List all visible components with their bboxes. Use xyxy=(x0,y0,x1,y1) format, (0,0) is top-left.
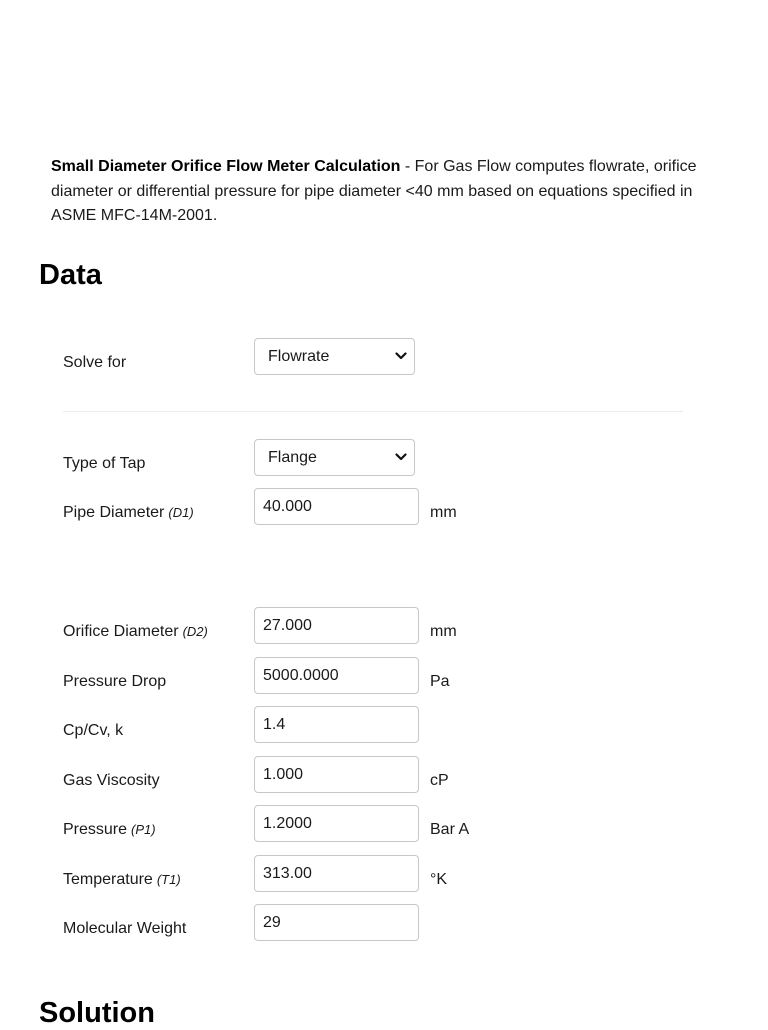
temperature-input[interactable]: 313.00 xyxy=(254,855,419,892)
pipe-diameter-input[interactable]: 40.000 xyxy=(254,488,419,525)
pressure-input[interactable]: 1.2000 xyxy=(254,805,419,842)
pressure-label-text: Pressure xyxy=(63,821,128,838)
intro-paragraph xyxy=(51,155,721,229)
solve-for-label: Solve for xyxy=(63,354,127,371)
data-heading: Data xyxy=(39,259,102,291)
cp-cv-row xyxy=(63,706,723,744)
orifice-diameter-symbol: (D2) xyxy=(182,624,208,639)
tap-type-row xyxy=(63,439,723,477)
temperature-label-text: Temperature xyxy=(63,871,153,888)
pipe-diameter-label-text: Pipe Diameter xyxy=(63,504,165,521)
pressure-row xyxy=(63,805,723,843)
chevron-down-icon xyxy=(395,452,407,462)
temperature-symbol: (T1) xyxy=(156,872,181,887)
section-divider xyxy=(63,411,683,412)
pressure-drop-label: Pressure Drop xyxy=(63,673,167,690)
gas-viscosity-row xyxy=(63,756,723,794)
tap-type-select[interactable] xyxy=(254,439,415,476)
orifice-diameter-input[interactable]: 27.000 xyxy=(254,607,419,644)
chevron-down-icon xyxy=(395,351,407,361)
gas-viscosity-unit: cP xyxy=(430,772,449,789)
orifice-diameter-label-text: Orifice Diameter xyxy=(63,623,179,640)
temperature-label xyxy=(63,871,181,889)
molecular-weight-input[interactable]: 29 xyxy=(254,904,419,941)
cp-cv-input[interactable]: 1.4 xyxy=(254,706,419,743)
tap-type-value: Flange xyxy=(268,449,317,466)
gas-viscosity-label: Gas Viscosity xyxy=(63,772,160,789)
pressure-drop-row xyxy=(63,657,723,695)
solve-for-select[interactable] xyxy=(254,338,415,375)
orifice-diameter-unit: mm xyxy=(430,623,457,640)
orifice-diameter-label xyxy=(63,623,208,641)
pipe-diameter-row xyxy=(63,488,723,526)
molecular-weight-label: Molecular Weight xyxy=(63,920,187,937)
solve-for-value: Flowrate xyxy=(268,348,330,365)
intro-title: Small Diameter Orifice Flow Meter Calculation xyxy=(51,158,401,175)
cp-cv-label: Cp/Cv, k xyxy=(63,722,124,739)
molecular-weight-row xyxy=(63,904,723,942)
pressure-drop-input[interactable]: 5000.0000 xyxy=(254,657,419,694)
pressure-label xyxy=(63,821,156,839)
orifice-diameter-row xyxy=(63,607,723,645)
solve-for-row xyxy=(63,338,723,376)
temperature-row xyxy=(63,855,723,893)
gas-viscosity-input[interactable]: 1.000 xyxy=(254,756,419,793)
pressure-drop-unit: Pa xyxy=(430,673,450,690)
intro-description: - For Gas Flow computes flowrate, orifice diameter or differential pressure for pipe diameter <40 mm based on equations specified in ASME MFC-14M-2001. xyxy=(51,158,697,224)
pipe-diameter-unit: mm xyxy=(430,504,457,521)
tap-type-label: Type of Tap xyxy=(63,455,146,472)
temperature-unit: °K xyxy=(430,871,448,888)
pipe-diameter-label xyxy=(63,504,194,522)
pipe-diameter-symbol: (D1) xyxy=(168,505,194,520)
solution-heading: Solution xyxy=(39,997,155,1029)
pressure-unit: Bar A xyxy=(430,821,470,838)
pressure-symbol: (P1) xyxy=(131,822,156,837)
